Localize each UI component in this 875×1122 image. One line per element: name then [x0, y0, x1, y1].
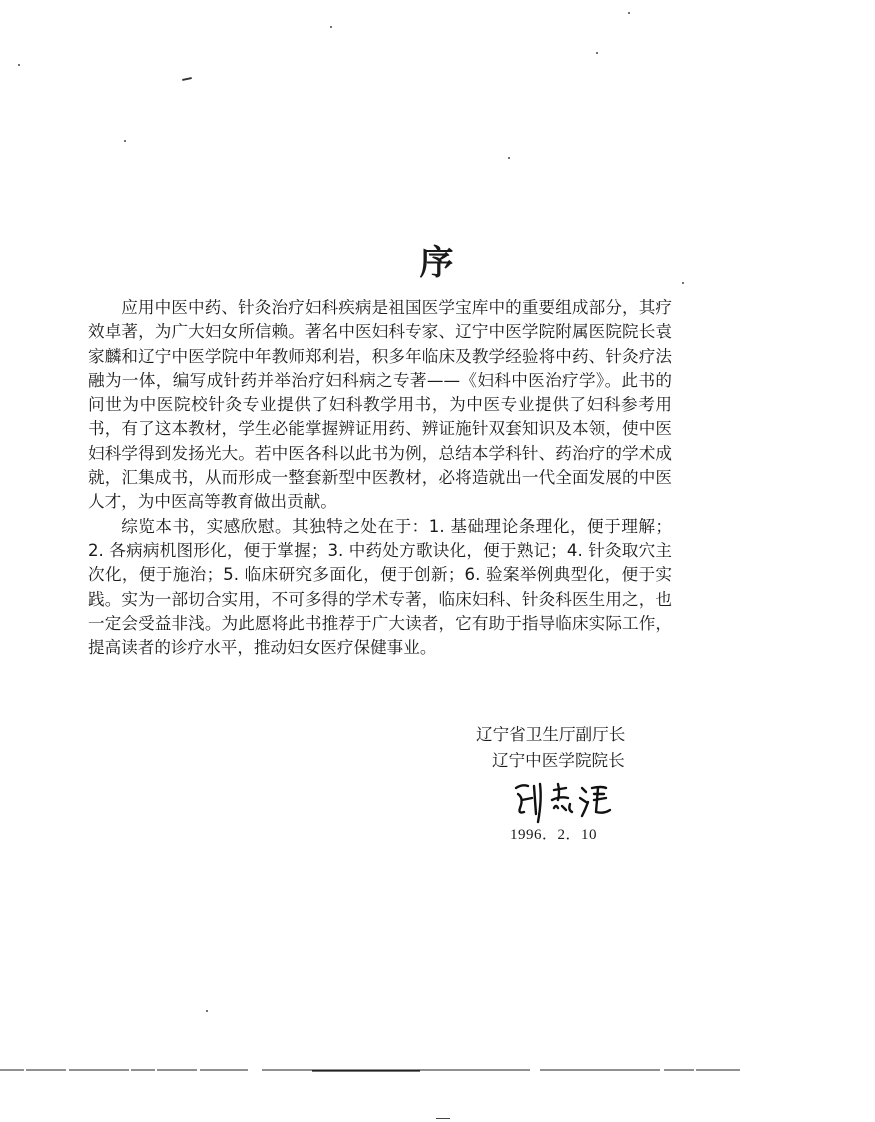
scan-speck — [182, 77, 192, 81]
date: 1996．2．10 — [510, 827, 598, 843]
scan-speck — [508, 157, 510, 159]
scan-border-line — [0, 1067, 875, 1073]
page-title: 序 — [419, 242, 456, 283]
scan-speck — [628, 12, 630, 14]
scan-speck — [18, 64, 20, 66]
preface-body — [88, 296, 672, 660]
paragraph: 应用中医中药、针灸治疗妇科疾病是祖国医学宝库中的重要组成部分，其疗效卓著，为广大妇女所信赖。著名中医妇科专家、辽宁中医学院附属医院院长袁家麟和辽宁中医学院中年教师郑利岩，积多年临床及教学经验将中药、针灸疗法融为一体，编写成针药并举治疗妇科病之专著——《妇科中医治疗学》。此书的问世为中医院校针灸专业提供了妇科教学用书，为中医专业提供了妇科参考用书，有了这本教材，学生必能掌握辨证用药、辨证施针双套知识及本领，使中医妇科学得到发扬光大。若中医各科以此书为例，总结本学科针、药治疗的学术成就，汇集成书，从而形成一整套新型中医教材，必将造就出一代全面发展的中医人才，为中医高等教育做出贡献。 — [88, 298, 672, 512]
scan-speck — [206, 1010, 208, 1012]
author-position-2: 辽宁中医学院院长 — [492, 751, 625, 770]
author-position-1: 辽宁省卫生厅副厅长 — [476, 725, 626, 744]
scan-speck — [330, 26, 332, 28]
scan-speck — [436, 1118, 450, 1119]
paragraph: 综览本书，实感欣慰。其独特之处在于：1. 基础理论条理化，便于理解；2. 各病病机图形化，便于掌握；3. 中药处方歌诀化，便于熟记；4. 针灸取穴主次化，便于施治；5. 临床研究多面化，便于创新；6. 验案举例典型化，便于实践。实为一部切合实用，不可多得的学术专著，临床妇科、针灸科医生用之，也一定会受益非浅。为此愿将此书推荐于广大读者，它有助于指导临床实际工作，提高读者的诊疗水平，推动妇女医疗保健事业。 — [88, 516, 672, 658]
scan-speck — [596, 52, 598, 54]
scan-speck — [124, 140, 126, 142]
